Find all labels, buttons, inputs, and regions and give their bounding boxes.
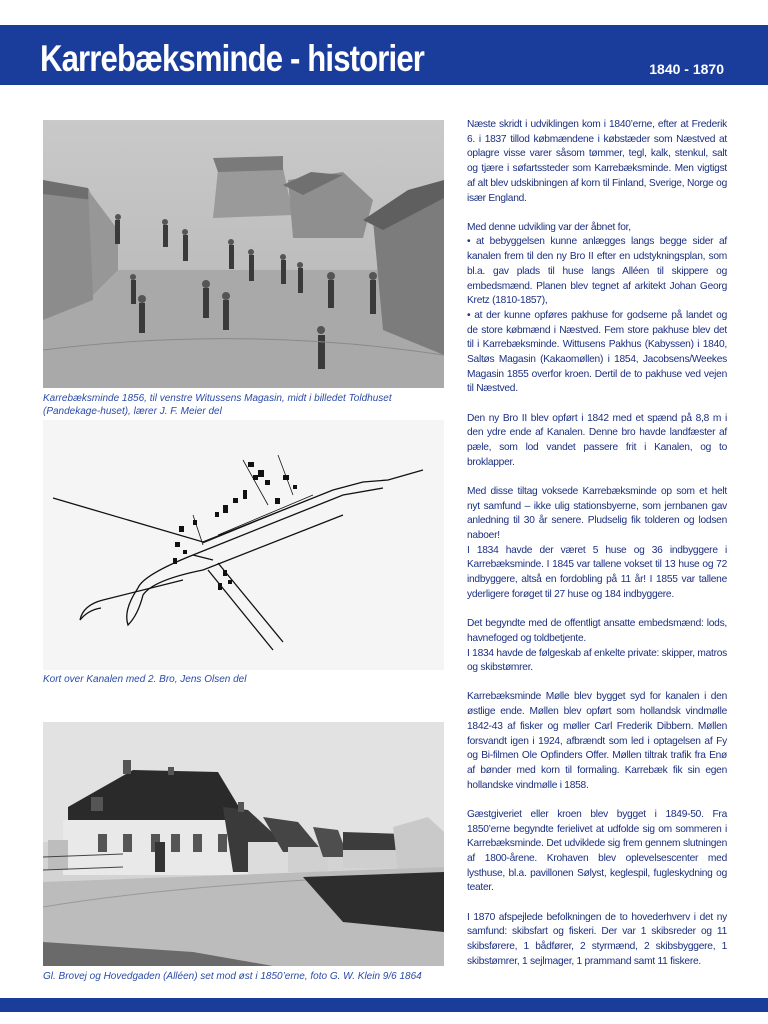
paragraph-8: I 1870 afspejlede befolkningen de to hovederhverv i det ny samfund: skibsfart og fiskeri. Der var 1 skibsreder og 11 skibsførere, 1 bådfører, 2 styrmænd, 2 skibsbyggere, 1 skibstømrer, 1 sejlmager, 1 prammand samt 11 fiskere. (467, 911, 727, 967)
paragraph-4: Med disse tiltag voksede Karrebæksminde op som et helt nyt samfund – ikke ulig stationsbyerne, som jernbanen gav anledning til 30 år senere. Pludselig fik tolderen og lodsen naboer! I 1834 havde der været 5 huse og 36 indbyggere i Karrebæksminde. I 1845 var tallene vokset til 13 huse og 72 indbyggere, altså en fordobling på 11 år! I 1855 var tallene yderligere forøget til 27 huse og 184 indbyggere. (467, 485, 727, 600)
photo-1850s (43, 722, 444, 966)
figure-caption-1: Karrebæksminde 1856, til venstre Witussens Magasin, midt i billedet Toldhuset (Pandekage-huset), lærer J. F. Meier del (43, 393, 392, 417)
article-text (467, 118, 727, 984)
paragraph-2: Med denne udvikling var der åbnet for, • at bebyggelsen kunne anlægges langs begge sider af kanalen frem til den ny Bro II efter en udstykningsplan, som bl.a. gav plads til huse langs Alléen til skippere og embedsmænd. Planen blev tegnet af arkitekt Johan Georg Kretz (1810-1857), • at der kunne opføres pakhuse for godserne på landet og de store købmænd i Næstved. Fem store pakhuse blev det til i Karrebæksminde. Wittusens Pakhus (Kabyssen) i 1840, Saltøs Magasin (Kakaomøllen) i 1854, Jacobsens/Weekes Magasin 1855 overfor kroen. Dertil de to pakhuse ved vejen til Næstved. (467, 221, 727, 395)
canal-map (43, 420, 444, 670)
paragraph-3: Den ny Bro II blev opført i 1842 med et spænd på 8,8 m i den ydre ende af Kanalen. Denne bro havde landfæster af pæle, som lod vandet passere frit i Kanalen, og to broklapper. (467, 412, 727, 468)
figure-caption-2: Kort over Kanalen med 2. Bro, Jens Olsen del (43, 674, 247, 685)
paragraph-7: Gæstgiveriet eller kroen blev bygget i 1849-50. Fra 1850’erne begyndte ferielivet at udfolde sig om sommeren i Karrebæksminde. Det udviklede sig frem gennem slutningen af 1800-årene. Krohaven blev oplevelsescenter med lysthuse, bl.a. pavillonen Sølyst, keglespil, fugleskydning og teater. (467, 808, 727, 894)
paragraph-1: Næste skridt i udviklingen kom i 1840’erne, efter at Frederik 6. i 1837 tillod købmændene i købstæder som Næstved at oplagre visse varer såsom tømmer, tegl, kalk, stenkul, salt og tjære i søfartssteder som Karrebæksminde. Men vigtigst af alt blev udskibningen af korn til Finland, Sverige, Norge og især England. (467, 119, 727, 204)
paragraph-5: Det begyndte med de offentligt ansatte embedsmænd: lods, havnefoged og toldbetjente. I 1834 havde de følgeskab af enkelte private: skipper, matros og skibstømrer. (467, 618, 727, 674)
header-bar (0, 25, 768, 85)
drawing-1856 (43, 120, 444, 388)
page-title: Karrebæksminde - historier (40, 38, 425, 79)
footer-bar (0, 998, 768, 1012)
paragraph-6: Karrebæksminde Mølle blev bygget syd for kanalen i den østlige ende. Møllen blev opført som hollandsk vindmølle 1842-43 af fisker og møller Carl Frederik Dibbern. Møllen forsvandt igen i 1924, afbrændt som led i optagelsen af Fy og Bi-filmen Ole Opfinders Offer. Møllen tiltrak trafik fra Enø af bønder med korn til formaling. Karrebæk fik sin egen hollandske vindmølle i 1858. (467, 691, 727, 791)
period-label: 1840 - 1870 (649, 61, 724, 77)
figure-caption-3: Gl. Brovej og Hovedgaden (Alléen) set mod øst i 1850’erne, foto G. W. Klein 9/6 1864 (43, 971, 422, 982)
